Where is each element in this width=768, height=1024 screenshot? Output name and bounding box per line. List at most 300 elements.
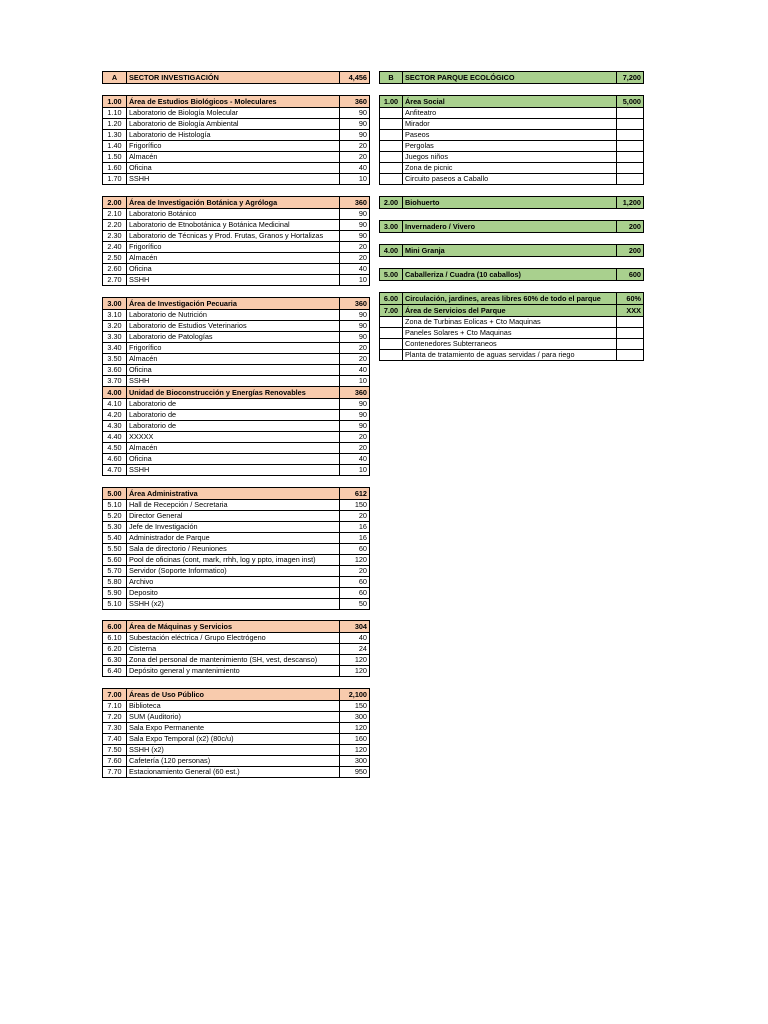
- item-code: 1.10: [103, 108, 127, 119]
- item-value: [617, 328, 644, 339]
- sector-total: 7,200: [617, 72, 644, 84]
- item-code: 5.60: [103, 555, 127, 566]
- item-value: 120: [340, 666, 370, 677]
- item-name: Oficina: [127, 264, 340, 275]
- group-code: 6.00: [103, 621, 127, 633]
- group-code: 2.00: [103, 197, 127, 209]
- item-row: [103, 174, 370, 185]
- item-row: [103, 163, 370, 174]
- item-value: 90: [340, 332, 370, 343]
- item-row: [103, 130, 370, 141]
- item-value: 90: [340, 410, 370, 421]
- item-value: 90: [340, 421, 370, 432]
- group-title: Área de Investigación Pecuaria: [127, 298, 340, 310]
- spacer-row: [380, 209, 644, 221]
- group-header-row: [103, 197, 370, 209]
- item-name: Pergolas: [403, 141, 617, 152]
- item-name: Zona del personal de mantenimiento (SH, vest, descanso): [127, 655, 340, 666]
- group-title: Área de Servicios del Parque: [403, 305, 617, 317]
- item-row: [103, 253, 370, 264]
- item-code: [380, 108, 403, 119]
- group-total: 304: [340, 621, 370, 633]
- item-name: Paseos: [403, 130, 617, 141]
- item-row: [103, 666, 370, 677]
- item-value: 90: [340, 310, 370, 321]
- item-name: Laboratorio de Estudios Veterinarios: [127, 321, 340, 332]
- item-name: Archivo: [127, 577, 340, 588]
- item-row: [103, 767, 370, 778]
- item-name: Oficina: [127, 365, 340, 376]
- item-value: 20: [340, 432, 370, 443]
- item-row: [103, 209, 370, 220]
- item-value: 60: [340, 588, 370, 599]
- item-value: 20: [340, 152, 370, 163]
- item-value: [617, 108, 644, 119]
- spacer-row: [380, 257, 644, 269]
- item-name: SSHH (x2): [127, 745, 340, 756]
- item-value: 120: [340, 555, 370, 566]
- item-name: Oficina: [127, 454, 340, 465]
- item-name: Mirador: [403, 119, 617, 130]
- item-row: [103, 588, 370, 599]
- item-name: Director General: [127, 511, 340, 522]
- spacer-row: [380, 281, 644, 293]
- item-row: [103, 119, 370, 130]
- item-name: Anfiteatro: [403, 108, 617, 119]
- item-row: [103, 633, 370, 644]
- group-header-row: [103, 488, 370, 500]
- item-code: 2.50: [103, 253, 127, 264]
- item-code: 7.30: [103, 723, 127, 734]
- group-total: 2,100: [340, 689, 370, 701]
- item-code: 7.60: [103, 756, 127, 767]
- item-value: 16: [340, 533, 370, 544]
- item-row: [103, 745, 370, 756]
- item-name: Almacén: [127, 152, 340, 163]
- item-row: [103, 421, 370, 432]
- item-value: 300: [340, 756, 370, 767]
- item-name: Zona de picnic: [403, 163, 617, 174]
- item-row: [103, 242, 370, 253]
- item-value: 10: [340, 275, 370, 286]
- group-title: Caballeriza / Cuadra (10 caballos): [403, 269, 617, 281]
- item-value: [617, 339, 644, 350]
- item-value: [617, 174, 644, 185]
- group-title: Área Administrativa: [127, 488, 340, 500]
- item-row: [103, 264, 370, 275]
- item-value: 40: [340, 264, 370, 275]
- item-name: Pool de oficinas (cont, mark, rrhh, log y ppto, imagen inst): [127, 555, 340, 566]
- item-code: 5.70: [103, 566, 127, 577]
- item-row: [380, 130, 644, 141]
- item-code: 1.50: [103, 152, 127, 163]
- group-code: 5.00: [380, 269, 403, 281]
- spacer-cell: [380, 84, 644, 96]
- item-name: Administrador de Parque: [127, 533, 340, 544]
- item-value: 120: [340, 655, 370, 666]
- item-value: 10: [340, 465, 370, 476]
- group-code: 3.00: [380, 221, 403, 233]
- item-value: 20: [340, 242, 370, 253]
- item-value: 90: [340, 321, 370, 332]
- group-header-row: [103, 387, 370, 399]
- item-code: 4.20: [103, 410, 127, 421]
- item-code: 7.40: [103, 734, 127, 745]
- spacer-row: [380, 84, 644, 96]
- item-code: 5.30: [103, 522, 127, 533]
- spacer-cell: [103, 286, 370, 298]
- item-name: Depósito general y mantenimiento: [127, 666, 340, 677]
- item-code: 4.30: [103, 421, 127, 432]
- item-row: [103, 365, 370, 376]
- item-row: [103, 343, 370, 354]
- item-row: [103, 152, 370, 163]
- item-value: 90: [340, 130, 370, 141]
- group-header-row: [103, 621, 370, 633]
- item-code: 2.10: [103, 209, 127, 220]
- item-name: Planta de tratamiento de aguas servidas / para riego: [403, 350, 617, 361]
- spacer-cell: [103, 610, 370, 621]
- item-value: 90: [340, 209, 370, 220]
- item-name: Sala Expo Permanente: [127, 723, 340, 734]
- group-total: XXX: [617, 305, 644, 317]
- sector-header-row: [103, 72, 370, 84]
- group-header-row: [380, 221, 644, 233]
- item-name: Cisterna: [127, 644, 340, 655]
- item-row: [103, 599, 370, 610]
- item-name: Frigorífico: [127, 242, 340, 253]
- spacer-cell: [103, 677, 370, 689]
- item-name: Subestación eléctrica / Grupo Electrógeno: [127, 633, 340, 644]
- item-row: [103, 712, 370, 723]
- group-code: 6.00: [380, 293, 403, 305]
- sector-code: B: [380, 72, 403, 84]
- item-row: [380, 163, 644, 174]
- group-title: Circulación, jardines, areas libres 60% de todo el parque: [403, 293, 617, 305]
- item-value: [617, 317, 644, 328]
- item-code: [380, 317, 403, 328]
- item-name: Juegos niños: [403, 152, 617, 163]
- item-row: [103, 522, 370, 533]
- item-name: Laboratorio Botánico: [127, 209, 340, 220]
- group-code: 5.00: [103, 488, 127, 500]
- item-name: Laboratorio de: [127, 399, 340, 410]
- item-row: [103, 443, 370, 454]
- sector-b-column: [379, 71, 644, 361]
- item-value: 160: [340, 734, 370, 745]
- item-code: [380, 119, 403, 130]
- sector-title: SECTOR PARQUE ECOLÓGICO: [403, 72, 617, 84]
- item-code: [380, 130, 403, 141]
- item-value: 150: [340, 500, 370, 511]
- group-total: 360: [340, 96, 370, 108]
- sector-a-table: [102, 71, 370, 778]
- item-name: Almacén: [127, 354, 340, 365]
- item-code: [380, 339, 403, 350]
- item-code: 5.10: [103, 599, 127, 610]
- spacer-row: [103, 185, 370, 197]
- sector-b-table: [379, 71, 644, 361]
- item-value: 950: [340, 767, 370, 778]
- spacer-cell: [103, 476, 370, 488]
- item-row: [103, 141, 370, 152]
- item-code: [380, 174, 403, 185]
- item-value: 90: [340, 220, 370, 231]
- item-name: Jefe de Investigación: [127, 522, 340, 533]
- item-name: Almacén: [127, 443, 340, 454]
- item-value: 60: [340, 577, 370, 588]
- item-code: 3.20: [103, 321, 127, 332]
- sector-title: SECTOR INVESTIGACIÓN: [127, 72, 340, 84]
- spacer-row: [380, 233, 644, 245]
- group-header-row: [103, 298, 370, 310]
- item-row: [103, 644, 370, 655]
- group-header-row: [380, 245, 644, 257]
- spacer-cell: [103, 185, 370, 197]
- group-header-row: [380, 269, 644, 281]
- item-code: 2.60: [103, 264, 127, 275]
- item-code: 5.90: [103, 588, 127, 599]
- group-code: 1.00: [103, 96, 127, 108]
- item-code: 5.40: [103, 533, 127, 544]
- item-row: [380, 339, 644, 350]
- item-value: 120: [340, 723, 370, 734]
- group-code: 1.00: [380, 96, 403, 108]
- item-code: 6.20: [103, 644, 127, 655]
- item-value: 40: [340, 454, 370, 465]
- item-name: Laboratorio de Patologías: [127, 332, 340, 343]
- group-title: Área de Investigación Botánica y Agróloga: [127, 197, 340, 209]
- group-title: Mini Granja: [403, 245, 617, 257]
- item-row: [103, 566, 370, 577]
- item-row: [103, 108, 370, 119]
- item-code: [380, 152, 403, 163]
- item-name: SSHH: [127, 376, 340, 387]
- item-code: [380, 328, 403, 339]
- item-row: [103, 231, 370, 242]
- spacer-row: [103, 286, 370, 298]
- spacer-row: [380, 185, 644, 197]
- item-name: Deposito: [127, 588, 340, 599]
- item-name: SSHH (x2): [127, 599, 340, 610]
- item-code: 3.60: [103, 365, 127, 376]
- item-name: Frigorífico: [127, 343, 340, 354]
- item-value: [617, 350, 644, 361]
- item-code: 7.50: [103, 745, 127, 756]
- item-row: [103, 321, 370, 332]
- item-value: 20: [340, 253, 370, 264]
- item-row: [103, 701, 370, 712]
- item-value: 90: [340, 231, 370, 242]
- item-name: Laboratorio de Histología: [127, 130, 340, 141]
- item-row: [103, 723, 370, 734]
- group-header-row: [380, 197, 644, 209]
- item-value: 20: [340, 141, 370, 152]
- item-code: 4.60: [103, 454, 127, 465]
- item-code: 1.70: [103, 174, 127, 185]
- group-header-row: [103, 96, 370, 108]
- item-code: [380, 141, 403, 152]
- item-row: [103, 555, 370, 566]
- group-total: 360: [340, 387, 370, 399]
- item-value: 20: [340, 343, 370, 354]
- item-value: [617, 152, 644, 163]
- item-code: [380, 163, 403, 174]
- item-row: [103, 500, 370, 511]
- item-name: Contenedores Subterraneos: [403, 339, 617, 350]
- item-value: 40: [340, 163, 370, 174]
- item-row: [103, 454, 370, 465]
- item-row: [103, 655, 370, 666]
- group-code: 2.00: [380, 197, 403, 209]
- item-name: Oficina: [127, 163, 340, 174]
- item-code: 7.70: [103, 767, 127, 778]
- item-code: 4.50: [103, 443, 127, 454]
- item-code: 3.10: [103, 310, 127, 321]
- item-value: 300: [340, 712, 370, 723]
- item-code: 6.40: [103, 666, 127, 677]
- item-row: [103, 465, 370, 476]
- item-code: 6.30: [103, 655, 127, 666]
- item-value: 150: [340, 701, 370, 712]
- group-code: 7.00: [380, 305, 403, 317]
- item-name: Cafetería (120 personas): [127, 756, 340, 767]
- item-name: Sala de directorio / Reuniones: [127, 544, 340, 555]
- item-name: Almacén: [127, 253, 340, 264]
- item-row: [103, 220, 370, 231]
- item-row: [103, 332, 370, 343]
- item-name: SSHH: [127, 275, 340, 286]
- group-title: Área Social: [403, 96, 617, 108]
- item-row: [380, 152, 644, 163]
- item-row: [103, 432, 370, 443]
- item-code: 5.10: [103, 500, 127, 511]
- group-total: 612: [340, 488, 370, 500]
- item-code: 7.20: [103, 712, 127, 723]
- item-value: 16: [340, 522, 370, 533]
- spacer-cell: [380, 257, 644, 269]
- item-code: 7.10: [103, 701, 127, 712]
- item-code: 2.40: [103, 242, 127, 253]
- item-row: [103, 577, 370, 588]
- item-code: 5.80: [103, 577, 127, 588]
- item-value: 90: [340, 119, 370, 130]
- group-title: Áreas de Uso Público: [127, 689, 340, 701]
- item-row: [103, 533, 370, 544]
- item-code: 3.40: [103, 343, 127, 354]
- item-code: 3.70: [103, 376, 127, 387]
- item-code: 1.60: [103, 163, 127, 174]
- item-name: Biblioteca: [127, 701, 340, 712]
- item-name: Hall de Recepción / Secretaria: [127, 500, 340, 511]
- spacer-cell: [380, 281, 644, 293]
- item-name: Frigorífico: [127, 141, 340, 152]
- spacer-row: [103, 610, 370, 621]
- item-value: [617, 130, 644, 141]
- item-row: [103, 399, 370, 410]
- spacer-cell: [380, 233, 644, 245]
- item-name: SSHH: [127, 174, 340, 185]
- group-header-row: [380, 96, 644, 108]
- group-title: Área de Estudios Biológicos - Moleculares: [127, 96, 340, 108]
- item-value: [617, 141, 644, 152]
- item-name: Circuito paseos a Caballo: [403, 174, 617, 185]
- group-total: 200: [617, 221, 644, 233]
- item-name: SSHH: [127, 465, 340, 476]
- item-value: 90: [340, 108, 370, 119]
- item-row: [380, 174, 644, 185]
- item-row: [103, 310, 370, 321]
- item-value: 20: [340, 443, 370, 454]
- item-row: [103, 511, 370, 522]
- item-row: [380, 350, 644, 361]
- item-name: XXXXX: [127, 432, 340, 443]
- group-code: 3.00: [103, 298, 127, 310]
- spacer-row: [103, 677, 370, 689]
- item-row: [103, 354, 370, 365]
- item-name: Estacionamiento General (60 est.): [127, 767, 340, 778]
- item-code: 4.70: [103, 465, 127, 476]
- item-name: Servidor (Soporte Informatico): [127, 566, 340, 577]
- sector-total: 4,456: [340, 72, 370, 84]
- item-code: 1.30: [103, 130, 127, 141]
- item-code: 3.30: [103, 332, 127, 343]
- group-header-row: [380, 305, 644, 317]
- item-row: [380, 141, 644, 152]
- item-row: [103, 410, 370, 421]
- group-title: Biohuerto: [403, 197, 617, 209]
- item-row: [380, 317, 644, 328]
- item-code: 5.20: [103, 511, 127, 522]
- item-name: Laboratorio de Técnicas y Prod. Frutas, Granos y Hortalizas: [127, 231, 340, 242]
- item-code: 5.50: [103, 544, 127, 555]
- group-total: 1,200: [617, 197, 644, 209]
- item-value: 20: [340, 566, 370, 577]
- group-total: 200: [617, 245, 644, 257]
- sector-a-column: [102, 71, 370, 778]
- item-value: 120: [340, 745, 370, 756]
- item-name: Laboratorio de Biología Ambiental: [127, 119, 340, 130]
- item-code: 2.30: [103, 231, 127, 242]
- group-total: 600: [617, 269, 644, 281]
- group-title: Invernadero / Vivero: [403, 221, 617, 233]
- group-code: 4.00: [380, 245, 403, 257]
- item-name: Sala Expo Temporal (x2) (80c/u): [127, 734, 340, 745]
- group-title: Unidad de Bioconstrucción y Energías Renovables: [127, 387, 340, 399]
- group-total: 360: [340, 298, 370, 310]
- sector-code: A: [103, 72, 127, 84]
- item-name: Laboratorio de: [127, 410, 340, 421]
- item-code: 2.70: [103, 275, 127, 286]
- item-code: 6.10: [103, 633, 127, 644]
- item-value: 50: [340, 599, 370, 610]
- spacer-row: [103, 84, 370, 96]
- item-value: 24: [340, 644, 370, 655]
- item-value: 40: [340, 365, 370, 376]
- item-name: Laboratorio de Nutrición: [127, 310, 340, 321]
- spacer-cell: [103, 84, 370, 96]
- spacer-row: [103, 476, 370, 488]
- item-row: [103, 756, 370, 767]
- item-row: [103, 544, 370, 555]
- item-code: 4.40: [103, 432, 127, 443]
- item-row: [380, 119, 644, 130]
- spacer-cell: [380, 209, 644, 221]
- item-row: [380, 328, 644, 339]
- item-value: [617, 163, 644, 174]
- item-code: 1.20: [103, 119, 127, 130]
- item-code: 1.40: [103, 141, 127, 152]
